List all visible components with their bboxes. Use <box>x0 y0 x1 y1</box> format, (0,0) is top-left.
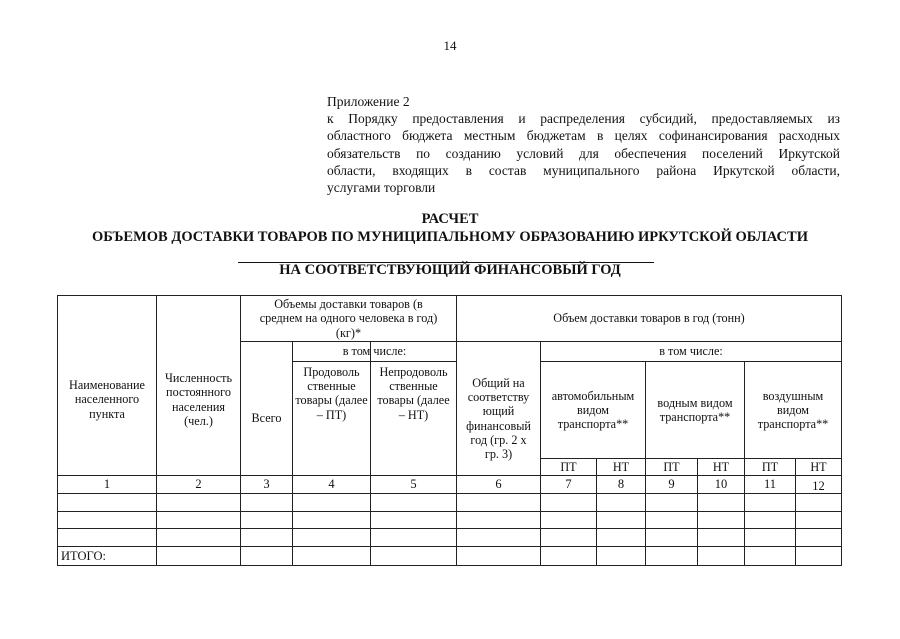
appendix-line: к Порядку предоставления и распределения субсидий, предоставляемых из <box>327 111 840 127</box>
header-nt-water: НТ <box>712 459 730 474</box>
document-subtitle-period: НА СООТВЕТСТВУЮЩИЙ ФИНАНСОВЫЙ ГОД <box>279 262 621 278</box>
header-annual-volume: Объем доставки товаров в год (тонн) <box>553 311 745 326</box>
document-subtitle: ОБЪЕМОВ ДОСТАВКИ ТОВАРОВ ПО МУНИЦИПАЛЬНОМУ ОБРАЗОВАНИЮ ИРКУТСКОЙ ОБЛАСТИ <box>92 229 808 245</box>
header-total-annual: Общий на соответству ющий финансовый год (гр. 2 х гр. 3) <box>466 375 531 461</box>
header-water-transport: водным видом транспорта** <box>657 395 733 424</box>
header-food-goods: Продоволь ственные товары (далее – ПТ) <box>295 365 368 422</box>
header-including-annual: в том числе: <box>659 343 723 358</box>
appendix-line: услугами торговли <box>327 180 436 196</box>
header-nt-air: НТ <box>810 459 827 474</box>
header-nonfood-goods: Непродоволь ственные товары (далее – НТ) <box>377 365 450 422</box>
header-settlement-name: Наименование населенного пункта <box>69 378 145 421</box>
header-air-transport: воздушным видом транспорта** <box>757 388 829 432</box>
column-number: 3 <box>263 477 270 492</box>
header-including-per-person: в том числе: <box>342 343 407 358</box>
header-pt-road: ПТ <box>560 459 577 474</box>
appendix-line: обязательств по созданию условий для обеспечения поселений Иркутской <box>327 145 840 161</box>
column-number: 10 <box>714 477 728 492</box>
column-number: 11 <box>763 477 777 492</box>
header-pt-air: ПТ <box>761 459 779 474</box>
column-number: 5 <box>410 477 417 492</box>
header-pt-water: ПТ <box>663 459 680 474</box>
header-total: Всего <box>251 411 282 426</box>
column-number: 7 <box>565 477 572 492</box>
column-number: 6 <box>495 477 502 492</box>
column-number: 1 <box>103 477 111 492</box>
column-number: 9 <box>668 477 675 492</box>
appendix-heading: Приложение 2 <box>327 94 410 109</box>
column-number: 4 <box>328 477 335 492</box>
header-nt-road: НТ <box>612 459 630 474</box>
page-number: 14 <box>443 38 457 53</box>
header-road-transport: автомобильным видом транспорта** <box>551 388 635 432</box>
document-title: РАСЧЕТ <box>421 211 479 227</box>
total-row-label: ИТОГО: <box>61 549 106 563</box>
header-per-person-volume: Объемы доставки товаров (в среднем на одного человека в год) (кг)* <box>259 297 438 340</box>
appendix-line: области, входящих в состав муниципального района Иркутской области, <box>327 162 840 178</box>
appendix-line: областного бюджета местным бюджетам в целях софинансирования расходных <box>327 128 840 144</box>
column-number: 8 <box>617 477 625 492</box>
header-population: Численность постоянного населения (чел.) <box>164 371 233 428</box>
column-number: 12 <box>812 479 825 494</box>
column-number: 2 <box>195 477 202 492</box>
